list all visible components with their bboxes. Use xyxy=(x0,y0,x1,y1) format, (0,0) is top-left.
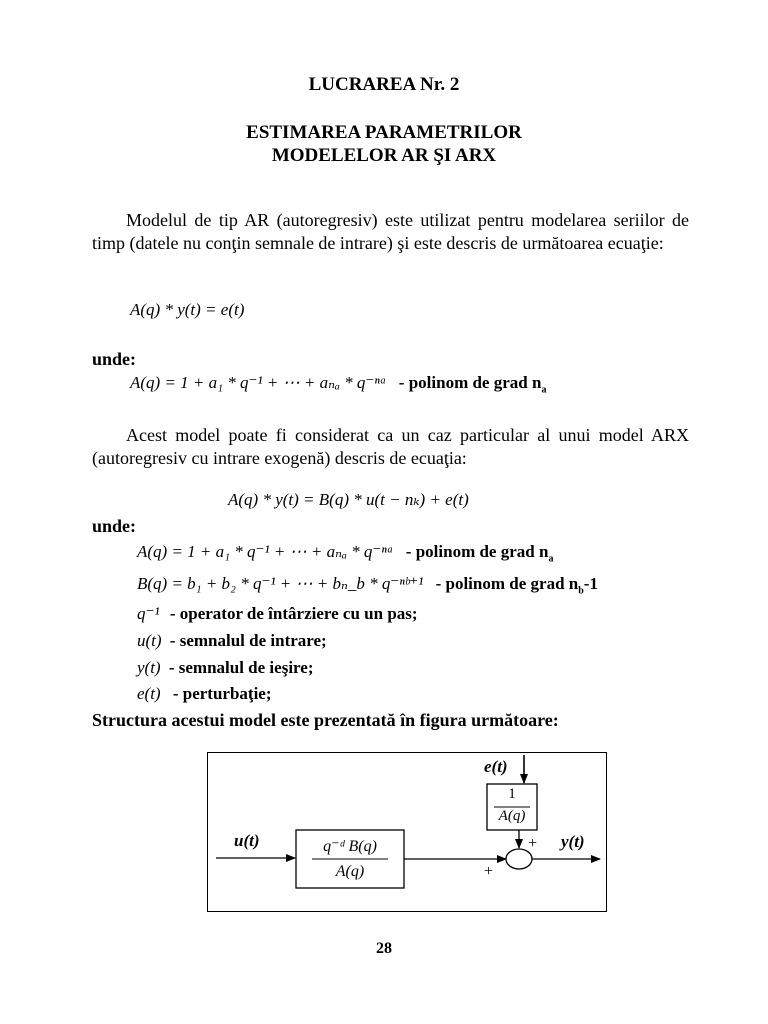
poly-a-expr: A(q) = 1 + a₁ * q⁻¹ + ⋯ + aₙₐ * q⁻ⁿᵃ xyxy=(130,373,387,392)
main-title-line2: MODELELOR AR ŞI ARX xyxy=(271,145,497,166)
definition-expr: A(q) = 1 + a₁ * q⁻¹ + ⋯ + aₙₐ * q⁻ⁿᵃ xyxy=(137,542,394,561)
definition-item xyxy=(137,542,553,564)
diagram-svg xyxy=(208,753,608,913)
poly-a-line-1 xyxy=(130,373,546,395)
noise-block-denominator: A(q) xyxy=(498,808,526,824)
definition-desc: - polinom de grad n xyxy=(435,574,579,593)
definition-sub: b xyxy=(578,585,584,597)
definition-desc: - semnalul de ieşire; xyxy=(168,658,314,677)
structure-text: Structura acestui model este prezentată în figura următoare: xyxy=(92,710,559,730)
definition-item xyxy=(137,574,598,596)
definition-expr: e(t) xyxy=(137,684,161,703)
definition-desc: - polinom de grad n xyxy=(405,542,549,561)
where-label-2: unde: xyxy=(92,516,137,536)
definition-desc: - perturbaţie; xyxy=(172,684,272,703)
poly-a-desc: - polinom de grad n xyxy=(398,373,542,392)
lab-title: LUCRAREA Nr. 2 xyxy=(308,74,460,95)
definition-expr: y(t) xyxy=(137,658,161,677)
definition-expr: u(t) xyxy=(137,631,162,650)
definition-item xyxy=(137,684,272,704)
noise-label: e(t) xyxy=(484,757,508,776)
arx-paragraph-text: Acest model poate fi considerat ca un caz particular al unui model ARX (autoregresiv cu intrare exogenă) descris de ecuaţia: xyxy=(92,425,689,468)
main-block-numerator: q⁻ᵈ B(q) xyxy=(323,838,377,855)
arx-paragraph xyxy=(92,424,689,470)
plus-top: + xyxy=(528,835,538,852)
definition-desc: - operator de întârziere cu un pas; xyxy=(169,604,418,623)
intro-paragraph xyxy=(92,209,689,255)
noise-block-numerator: 1 xyxy=(508,786,516,802)
definition-expr: q⁻¹ xyxy=(137,604,160,623)
definition-sub: a xyxy=(548,553,554,565)
definition-expr: B(q) = b₁ + b₂ * q⁻¹ + ⋯ + bₙ_b * q⁻ⁿᵇ⁺¹ xyxy=(137,574,424,593)
main-block-denominator: A(q) xyxy=(335,863,365,880)
definition-tail: -1 xyxy=(583,574,598,593)
intro-paragraph-text: Modelul de tip AR (autoregresiv) este utilizat pentru modelarea seriilor de timp (datele nu conţin semnale de intrare) şi este descris de următoarea ecuaţie: xyxy=(92,210,689,253)
arx-block-diagram xyxy=(207,752,607,912)
main-title-line1: ESTIMAREA PARAMETRILOR xyxy=(246,122,522,143)
page-number: 28 xyxy=(376,940,392,957)
where-label-1: unde: xyxy=(92,349,137,369)
definition-item xyxy=(137,631,327,651)
equation-ar: A(q) * y(t) = e(t) xyxy=(130,300,245,319)
definition-item xyxy=(137,604,418,624)
input-label: u(t) xyxy=(234,831,260,850)
plus-bottom: + xyxy=(484,863,494,880)
equation-arx: A(q) * y(t) = B(q) * u(t − nₖ) + e(t) xyxy=(228,490,469,509)
output-label: y(t) xyxy=(561,832,585,851)
definition-desc: - semnalul de intrare; xyxy=(169,631,327,650)
poly-a-subscript: a xyxy=(541,384,547,396)
definition-item xyxy=(137,658,314,678)
